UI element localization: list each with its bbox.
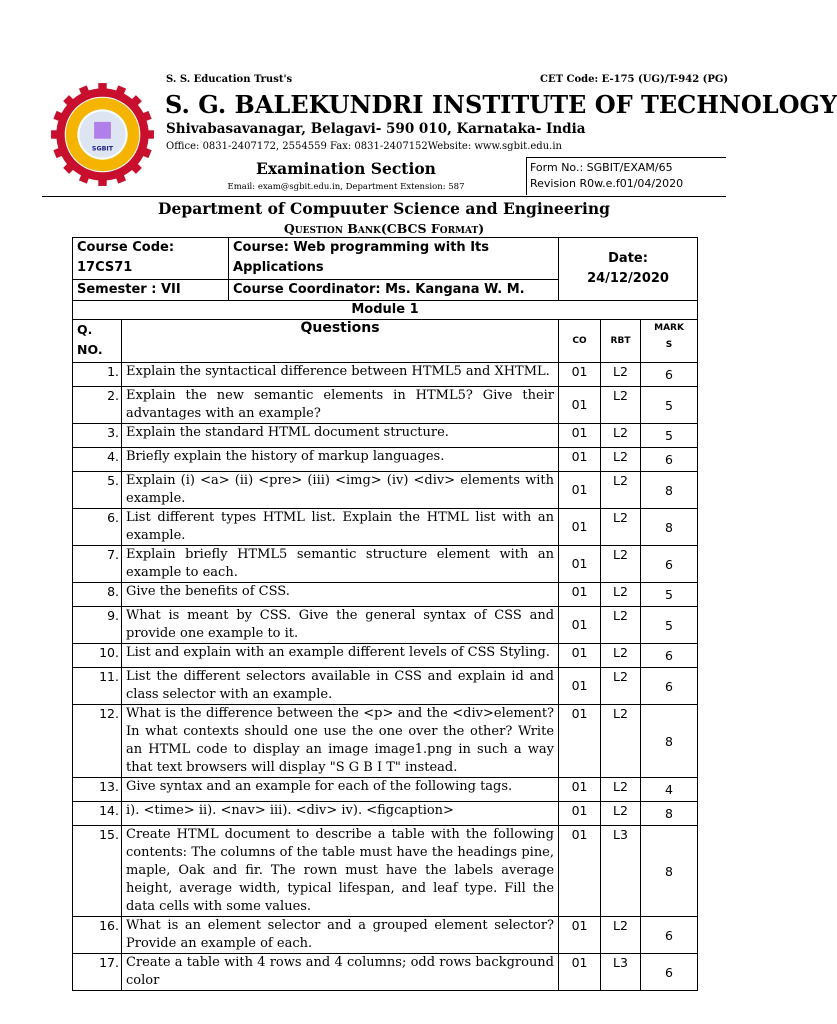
trust-name: S. S. Education Trust's	[166, 74, 293, 85]
question-number: 2.	[73, 387, 122, 424]
questions-header: Questions	[122, 320, 559, 363]
examination-section-email: Email: exam@sgbit.edu.in, Department Extension: 587	[227, 182, 465, 192]
course-info-row	[73, 238, 698, 280]
question-marks: 8	[641, 826, 698, 917]
question-marks: 6	[641, 917, 698, 954]
qno-header-line-2: NO.	[77, 342, 103, 357]
question-marks: 6	[641, 448, 698, 472]
question-co: 01	[559, 583, 601, 607]
question-rbt: L2	[601, 668, 641, 705]
date-value: 24/12/2020	[587, 271, 669, 286]
course-name-cell	[229, 238, 559, 280]
course-coordinator: Course Coordinator: Ms. Kangana W. M.	[229, 280, 559, 301]
question-row	[73, 472, 698, 509]
question-row	[73, 917, 698, 954]
marks-header	[641, 320, 698, 363]
course-code-cell	[73, 238, 229, 280]
question-co: 01	[559, 802, 601, 826]
date-label: Date:	[608, 251, 648, 266]
examination-section-box	[166, 157, 527, 195]
question-rbt: L2	[601, 583, 641, 607]
question-text: What is an element selector and a grouped element selector? Provide an example of each.	[122, 917, 559, 954]
question-rbt: L2	[601, 424, 641, 448]
questions-body	[73, 363, 698, 991]
question-number: 11.	[73, 668, 122, 705]
question-number: 17.	[73, 954, 122, 991]
co-header: CO	[559, 320, 601, 363]
question-marks: 6	[641, 546, 698, 583]
course-name-continued: Applications	[233, 260, 324, 275]
form-number: Form No.: SGBIT/EXAM/65	[530, 161, 673, 174]
question-text: What is the difference between the <p> and the <div>element? In what contexts should one use the one over the other? Write an HTML code to display an image image1.png in such a way that text browsers will display "S G B I T" instead.	[122, 705, 559, 778]
question-co: 01	[559, 954, 601, 991]
question-text: List different types HTML list. Explain the HTML list with an example.	[122, 509, 559, 546]
question-bank-title: Question Bank(CBCS Format)	[283, 221, 485, 236]
question-text: Give syntax and an example for each of the following tags.	[122, 778, 559, 802]
question-co: 01	[559, 424, 601, 448]
question-rbt: L2	[601, 472, 641, 509]
question-text: Create HTML document to describe a table with the following contents: The columns of the table must have the headings pine, maple, Oak and fir. The rown must have the labels average height, average width, typical lifespan, and leaf type. Fill the data cells with some values.	[122, 826, 559, 917]
question-co: 01	[559, 644, 601, 668]
question-co: 01	[559, 387, 601, 424]
question-text: Explain the new semantic elements in HTML5? Give their advantages with an example?	[122, 387, 559, 424]
question-marks: 6	[641, 363, 698, 387]
question-co: 01	[559, 363, 601, 387]
course-name: Course: Web programming with Its	[233, 240, 489, 255]
question-number: 1.	[73, 363, 122, 387]
question-number: 15.	[73, 826, 122, 917]
divider	[526, 157, 726, 158]
qno-header	[73, 320, 122, 363]
document-header	[0, 0, 837, 200]
question-number: 5.	[73, 472, 122, 509]
question-number: 4.	[73, 448, 122, 472]
question-number: 8.	[73, 583, 122, 607]
rbt-header: RBT	[601, 320, 641, 363]
course-code-label: Course Code:	[77, 240, 175, 255]
question-rbt: L2	[601, 778, 641, 802]
question-number: 10.	[73, 644, 122, 668]
qno-header-line-1: Q.	[77, 322, 93, 337]
question-marks: 6	[641, 668, 698, 705]
question-text: List and explain with an example different levels of CSS Styling.	[122, 644, 559, 668]
question-text: Explain the standard HTML document structure.	[122, 424, 559, 448]
question-marks: 4	[641, 778, 698, 802]
question-text: Create a table with 4 rows and 4 columns; odd rows background color	[122, 954, 559, 991]
question-marks: 8	[641, 802, 698, 826]
institute-contact: Office: 0831-2407172, 2554559 Fax: 0831-2407152Website: www.sgbit.edu.in	[166, 141, 562, 152]
question-rbt: L2	[601, 705, 641, 778]
question-row	[73, 583, 698, 607]
question-marks: 5	[641, 424, 698, 448]
module-title: Module 1	[73, 301, 698, 320]
question-row	[73, 546, 698, 583]
question-number: 16.	[73, 917, 122, 954]
column-header-row	[73, 320, 698, 363]
svg-text:SGBIT: SGBIT	[91, 145, 114, 153]
marks-header-line-2: S	[665, 340, 673, 350]
question-row	[73, 607, 698, 644]
question-row	[73, 778, 698, 802]
question-row	[73, 424, 698, 448]
form-info	[530, 160, 683, 192]
question-rbt: L2	[601, 546, 641, 583]
question-rbt: L2	[601, 802, 641, 826]
question-rbt: L2	[601, 917, 641, 954]
question-number: 13.	[73, 778, 122, 802]
question-rbt: L3	[601, 826, 641, 917]
question-marks: 8	[641, 705, 698, 778]
institute-logo-icon	[50, 82, 155, 187]
question-row	[73, 509, 698, 546]
question-row	[73, 448, 698, 472]
question-row	[73, 802, 698, 826]
question-number: 6.	[73, 509, 122, 546]
question-marks: 6	[641, 644, 698, 668]
question-bank-table	[72, 237, 698, 991]
question-number: 7.	[73, 546, 122, 583]
question-rbt: L3	[601, 954, 641, 991]
question-row	[73, 668, 698, 705]
question-co: 01	[559, 917, 601, 954]
cet-code: CET Code: E-175 (UG)/T-942 (PG)	[540, 74, 729, 85]
department-title: Department of Compuuter Science and Engineering	[158, 199, 610, 218]
question-text: Explain briefly HTML5 semantic structure element with an example to each.	[122, 546, 559, 583]
question-rbt: L2	[601, 644, 641, 668]
examination-section-title: Examination Section	[256, 159, 436, 178]
module-row	[73, 301, 698, 320]
question-co: 01	[559, 546, 601, 583]
question-co: 01	[559, 448, 601, 472]
institute-address: Shivabasavanagar, Belagavi- 590 010, Karnataka- India	[166, 121, 586, 137]
question-rbt: L2	[601, 509, 641, 546]
question-row	[73, 387, 698, 424]
question-marks: 8	[641, 509, 698, 546]
question-row	[73, 705, 698, 778]
marks-header-line-1: MARK	[654, 323, 684, 333]
question-rbt: L2	[601, 387, 641, 424]
question-co: 01	[559, 778, 601, 802]
question-rbt: L2	[601, 607, 641, 644]
institute-name: S. G. BALEKUNDRI INSTITUTE OF TECHNOLOGY	[165, 90, 837, 119]
question-rbt: L2	[601, 363, 641, 387]
question-text: Give the benefits of CSS.	[122, 583, 559, 607]
form-revision: Revision R0w.e.f01/04/2020	[530, 177, 684, 190]
question-co: 01	[559, 472, 601, 509]
question-number: 9.	[73, 607, 122, 644]
question-marks: 6	[641, 954, 698, 991]
question-marks: 5	[641, 583, 698, 607]
question-co: 01	[559, 705, 601, 778]
question-rbt: L2	[601, 448, 641, 472]
question-row	[73, 363, 698, 387]
question-text: What is meant by CSS. Give the general syntax of CSS and provide one example to it.	[122, 607, 559, 644]
divider	[42, 196, 726, 197]
date-cell	[559, 238, 698, 301]
question-marks: 5	[641, 607, 698, 644]
question-row	[73, 826, 698, 917]
question-co: 01	[559, 509, 601, 546]
question-marks: 8	[641, 472, 698, 509]
question-text: Briefly explain the history of markup languages.	[122, 448, 559, 472]
question-text: Explain the syntactical difference between HTML5 and XHTML.	[122, 363, 559, 387]
question-row	[73, 644, 698, 668]
question-marks: 5	[641, 387, 698, 424]
question-text: i). <time> ii). <nav> iii). <div> iv). <figcaption>	[122, 802, 559, 826]
question-number: 14.	[73, 802, 122, 826]
question-co: 01	[559, 668, 601, 705]
course-code: 17CS71	[77, 260, 133, 275]
question-text: Explain (i) <a> (ii) <pre> (iii) <img> (iv) <div> elements with example.	[122, 472, 559, 509]
question-row	[73, 954, 698, 991]
question-number: 3.	[73, 424, 122, 448]
semester: Semester : VII	[73, 280, 229, 301]
question-text: List the different selectors available in CSS and explain id and class selector with an example.	[122, 668, 559, 705]
question-co: 01	[559, 607, 601, 644]
question-number: 12.	[73, 705, 122, 778]
question-co: 01	[559, 826, 601, 917]
